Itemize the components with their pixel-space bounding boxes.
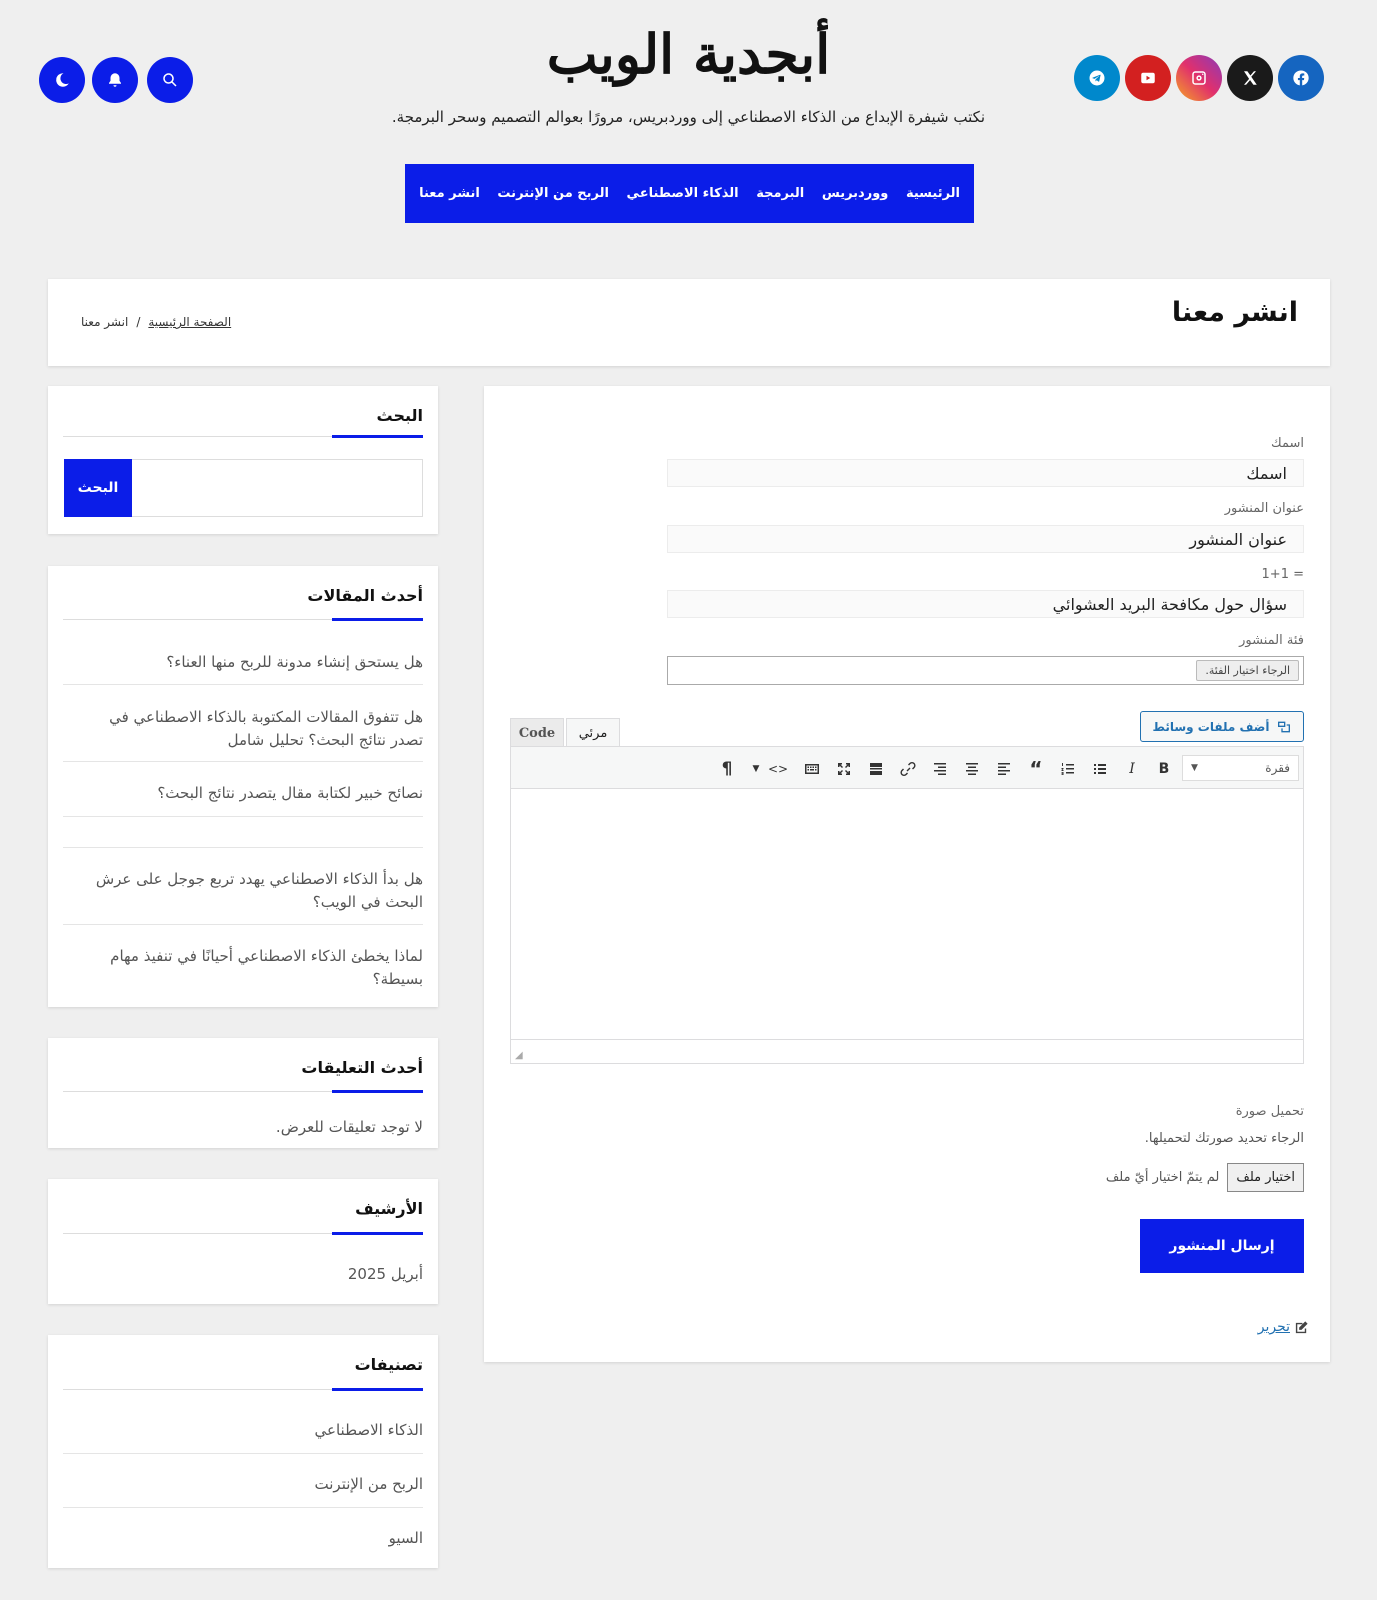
align-left-icon[interactable] [994, 759, 1014, 779]
paragraph-direction-icon[interactable]: ¶ [721, 759, 733, 779]
post-title-label: عنوان المنشور [1224, 501, 1304, 516]
editor-toolbar [511, 747, 1303, 789]
blockquote-icon[interactable]: “ [1029, 757, 1043, 781]
page-title: انشر معنا [1171, 297, 1298, 328]
name-label: اسمك [1271, 436, 1304, 451]
link-icon[interactable] [898, 759, 918, 779]
recent-post-link[interactable]: هل تتفوق المقالات المكتوبة بالذكاء الاصطناعي في تصدر نتائج البحث؟ تحليل شامل [109, 708, 423, 749]
search-widget [48, 386, 438, 534]
recent-post-link[interactable]: هل بدأ الذكاء الاصطناعي يهدد تربع جوجل على عرش البحث في الويب؟ [95, 870, 423, 911]
category-link[interactable]: الربح من الإنترنت [314, 1475, 423, 1493]
no-file-chosen-text: لم يتمّ اختيار أيّ ملف [1105, 1170, 1220, 1185]
recent-post-link[interactable]: هل يستحق إنشاء مدونة للربح منها العناء؟ [166, 653, 423, 671]
nav-item-programming[interactable]: البرمجة [756, 186, 805, 201]
chevron-down-icon[interactable]: ▼ [752, 764, 760, 774]
widget-title: تصنيفات [354, 1355, 423, 1374]
rich-text-editor[interactable] [510, 746, 1304, 1064]
tab-visual[interactable]: مرئي [566, 718, 620, 747]
upload-image-hint: الرجاء تحديد صورتك لتحميلها. [1144, 1131, 1304, 1146]
search-submit-button[interactable]: البحث [64, 459, 132, 517]
page-header-card [48, 279, 1330, 366]
paragraph-format-select[interactable]: فقرة ▼ [1182, 755, 1299, 781]
captcha-input[interactable]: سؤال حول مكافحة البريد العشوائي [667, 590, 1304, 618]
align-right-icon[interactable] [930, 759, 950, 779]
widget-title: الأرشيف [355, 1199, 423, 1218]
edit-icon [1294, 1320, 1309, 1335]
breadcrumb-current: انشر معنا [81, 315, 129, 329]
editor-status-bar [511, 1039, 1303, 1063]
resize-handle-icon[interactable]: ◢ [515, 1050, 523, 1061]
chevron-down-icon: ▼ [1191, 763, 1198, 773]
code-icon[interactable]: <> [767, 762, 789, 776]
category-link[interactable]: السيو [388, 1529, 423, 1547]
fullscreen-icon[interactable] [834, 759, 854, 779]
read-more-icon[interactable] [866, 759, 886, 779]
main-nav [405, 164, 974, 223]
recent-post-link[interactable]: لماذا يخطئ الذكاء الاصطناعي أحيانًا في تنفيذ مهام بسيطة؟ [110, 947, 423, 988]
widget-title: البحث [376, 406, 423, 425]
recent-comments-widget [48, 1038, 438, 1148]
nav-item-publish[interactable]: انشر معنا [419, 186, 480, 201]
media-icon [1276, 719, 1292, 735]
edit-link[interactable]: تحرير [1258, 1319, 1309, 1335]
italic-icon[interactable]: I [1129, 761, 1135, 777]
submit-post-button[interactable]: إرسال المنشور [1140, 1219, 1304, 1273]
categories-widget [48, 1335, 438, 1568]
breadcrumb [81, 315, 231, 329]
site-tagline: نكتب شيفرة الإبداع من الذكاء الاصطناعي إلى ووردبريس، مرورًا بعوالم التصميم وسحر البرمجة. [391, 108, 986, 126]
category-link[interactable]: الذكاء الاصطناعي [314, 1421, 423, 1439]
choose-file-button[interactable]: اختيار ملف [1227, 1163, 1304, 1192]
bold-icon[interactable]: B [1158, 761, 1170, 777]
bullet-list-icon[interactable] [1090, 759, 1110, 779]
category-placeholder: الرجاء اختيار الفئة. [1196, 660, 1299, 681]
archive-link[interactable]: أبريل 2025 [347, 1265, 423, 1283]
no-comments-text: لا توجد تعليقات للعرض. [275, 1118, 423, 1136]
name-input[interactable]: اسمك [667, 459, 1304, 487]
file-chooser [1106, 1163, 1304, 1192]
recent-posts-widget [48, 566, 438, 1007]
category-label: فئة المنشور [1239, 633, 1304, 648]
post-form-card [484, 386, 1330, 1362]
upload-image-label: تحميل صورة [1235, 1104, 1304, 1119]
add-media-button[interactable]: أضف ملفات وسائط [1140, 711, 1304, 742]
recent-post-link[interactable]: نصائح خبير لكتابة مقال يتصدر نتائج البحث؟ [157, 784, 423, 802]
nav-item-ai[interactable]: الذكاء الاصطناعي [626, 186, 739, 201]
breadcrumb-home[interactable]: الصفحة الرئيسية [148, 315, 232, 329]
nav-item-home[interactable]: الرئيسية [905, 186, 960, 201]
align-center-icon[interactable] [962, 759, 982, 779]
numbered-list-icon[interactable] [1058, 759, 1078, 779]
captcha-label: 1+1 = [1261, 567, 1304, 582]
keyboard-icon[interactable] [802, 759, 822, 779]
post-title-input[interactable]: عنوان المنشور [667, 525, 1304, 553]
widget-title: أحدث التعليقات [301, 1058, 423, 1077]
archive-widget [48, 1179, 438, 1304]
nav-item-online-profit[interactable]: الربح من الإنترنت [497, 186, 609, 201]
tab-code[interactable]: Code [510, 718, 564, 747]
site-title[interactable]: أبجدية الويب [546, 22, 831, 86]
nav-item-wordpress[interactable]: ووردبريس [821, 186, 889, 201]
breadcrumb-separator: / [136, 315, 141, 329]
widget-title: أحدث المقالات [307, 586, 423, 605]
category-select[interactable] [667, 656, 1304, 685]
